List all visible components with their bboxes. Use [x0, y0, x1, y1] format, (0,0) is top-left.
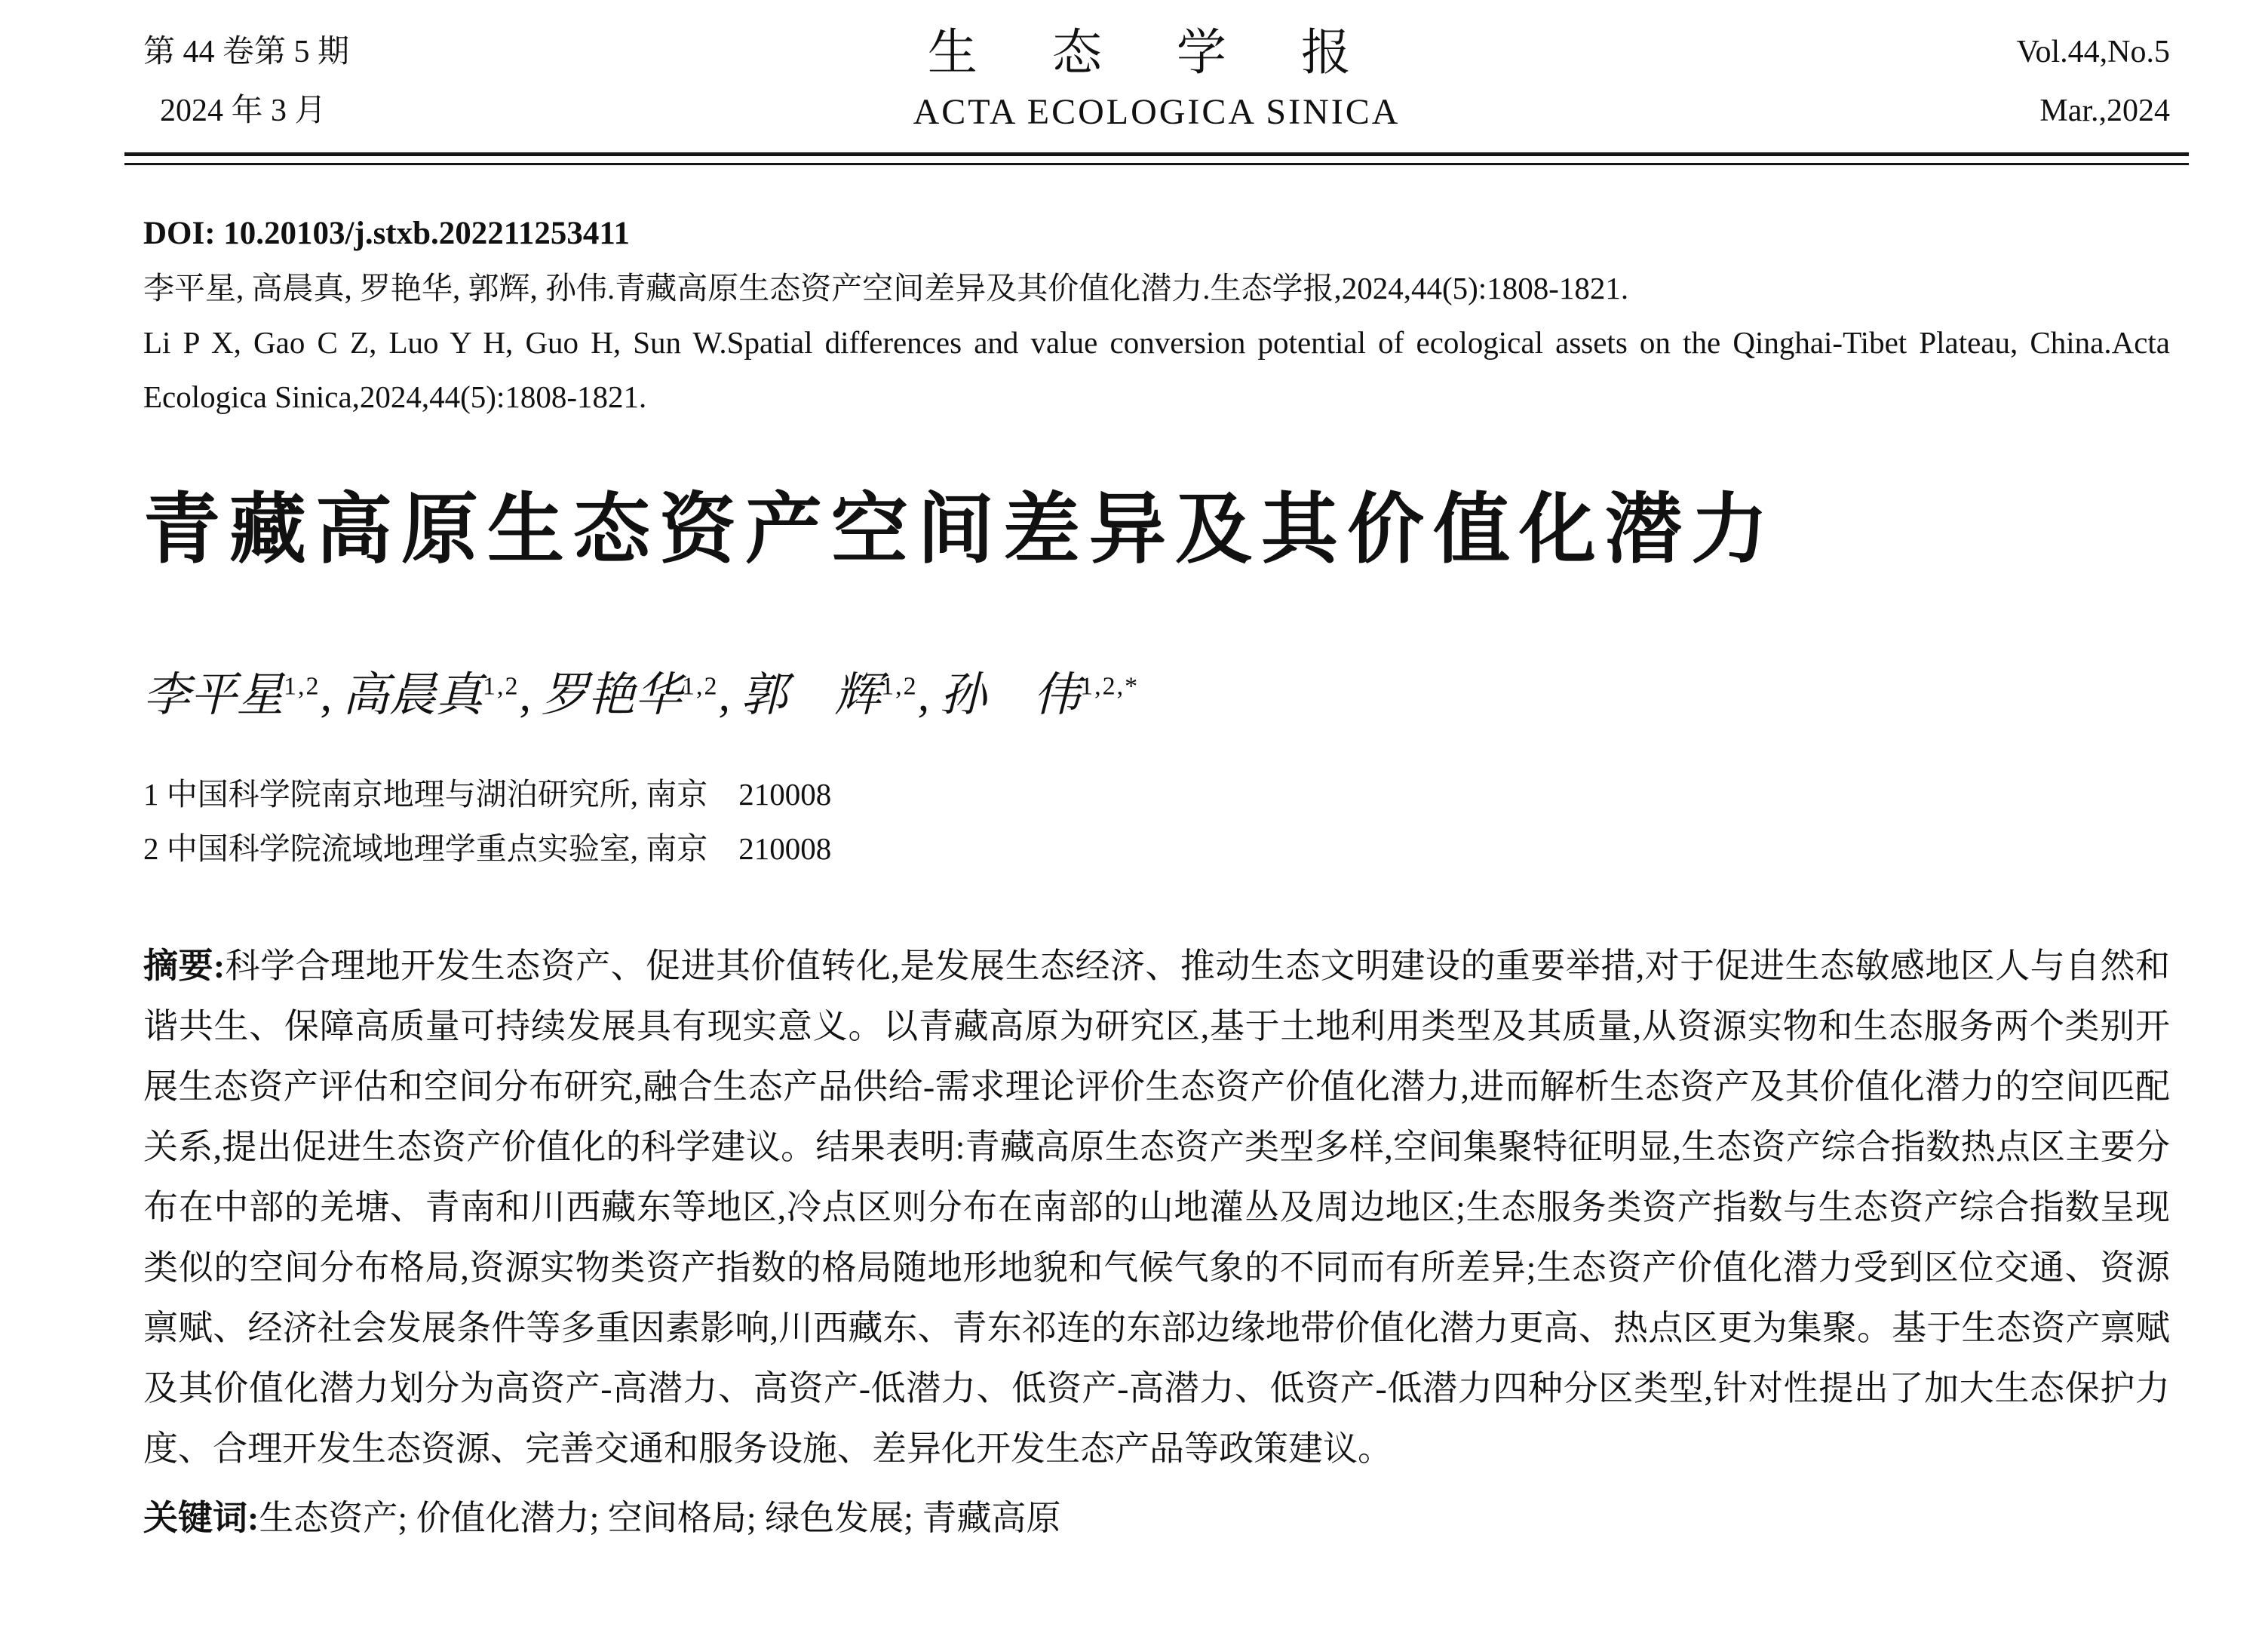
header-center	[460, 23, 1853, 140]
author	[741, 670, 940, 721]
journal-vol-en: Vol.44,No.5	[2016, 35, 2170, 69]
author-separator: ,	[718, 670, 731, 721]
doi-line: DOI: 10.20103/j.stxb.202211253411	[143, 216, 631, 251]
authors-line	[143, 654, 2170, 737]
author-name: 高晨真	[342, 670, 483, 721]
affiliation-2: 2 中国科学院流域地理学重点实验室, 南京 210008	[143, 831, 832, 866]
author	[542, 670, 741, 721]
author-superscript: 1,2,*	[1080, 672, 1140, 701]
paper-title: 青藏高原生态资产空间差异及其价值化潜力	[143, 487, 1777, 572]
author-superscript: 1,2	[881, 672, 918, 701]
meta-block	[143, 207, 2170, 424]
keywords-label: 关键词:	[143, 1499, 259, 1537]
author-name: 郭 辉	[741, 670, 882, 721]
citation-en: Li P X, Gao C Z, Luo Y H, Guo H, Sun W.Spatial differences and value conversion potential of ecological assets on the Qinghai-Tibet Plateau, China.Acta Ecologica Sinica,2024,44(5):1808-1821.	[143, 325, 2170, 414]
abstract-text: 科学合理地开发生态资产、促进其价值转化,是发展生态经济、推动生态文明建设的重要举措,对于促进生态敏感地区人与自然和谐共生、保障高质量可持续发展具有现实意义。以青藏高原为研究区,基于土地利用类型及其质量,从资源实物和生态服务两个类别开展生态资产评估和空间分布研究,融合生态产品供给-需求理论评价生态资产价值化潜力,进而解析生态资产及其价值化潜力的空间匹配关系,提出促进生态资产价值化的科学建议。结果表明:青藏高原生态资产类型多样,空间集聚特征明显,生态资产综合指数热点区主要分布在中部的羌塘、青南和川西藏东等地区,冷点区则分布在南部的山地灌丛及周边地区;生态服务类资产指数与生态资产综合指数呈现类似的空间分布格局,资源实物类资产指数的格局随地形地貌和气候气象的不同而有所差异;生态资产价值化潜力受到区位交通、资源禀赋、经济社会发展条件等多重因素影响,川西藏东、青东祁连的东部边缘地带价值化潜力更高、热点区更为集聚。基于生态资产禀赋及其价值化潜力划分为高资产-高潜力、高资产-低潜力、低资产-高潜力、低资产-低潜力四种分区类型,针对性提出了加大生态保护力度、合理开发生态资源、完善交通和服务设施、差异化开发生态产品等政策建议。	[143, 947, 2171, 1468]
author-name: 罗艳华	[542, 670, 683, 721]
author-separator: ,	[917, 670, 930, 721]
journal-date-cn: 2024 年 3 月	[160, 94, 327, 128]
keywords	[143, 1488, 2170, 1549]
journal-date-en: Mar.,2024	[2039, 94, 2170, 128]
author-separator: ,	[320, 670, 333, 721]
author	[342, 670, 542, 721]
affiliation-1: 1 中国科学院南京地理与湖泊研究所, 南京 210008	[143, 777, 832, 812]
journal-header	[143, 23, 2170, 140]
abstract	[143, 936, 2170, 1479]
author	[940, 670, 1139, 721]
journal-issue-cn: 第 44 卷第 5 期	[143, 35, 350, 69]
journal-title-cn: 生态学报	[927, 26, 1426, 81]
journal-title-en: ACTA ECOLOGICA SINICA	[913, 92, 1401, 132]
author-superscript: 1,2	[483, 672, 520, 701]
header-left	[143, 23, 460, 140]
affiliations	[143, 767, 2170, 876]
citation-cn: 李平星, 高晨真, 罗艳华, 郭辉, 孙伟.青藏高原生态资产空间差异及其价值化潜力.生态学报,2024,44(5):1808-1821.	[143, 271, 1629, 305]
author-name: 李平星	[143, 670, 284, 721]
abstract-label: 摘要:	[143, 947, 226, 985]
author	[143, 670, 342, 721]
keywords-text: 生态资产; 价值化潜力; 空间格局; 绿色发展; 青藏高原	[259, 1499, 1061, 1537]
header-right	[1853, 23, 2170, 140]
header-divider-rule	[124, 152, 2189, 165]
author-superscript: 1,2	[682, 672, 719, 701]
author-separator: ,	[519, 670, 532, 721]
author-superscript: 1,2	[284, 672, 321, 701]
author-name: 孙 伟	[940, 670, 1081, 721]
